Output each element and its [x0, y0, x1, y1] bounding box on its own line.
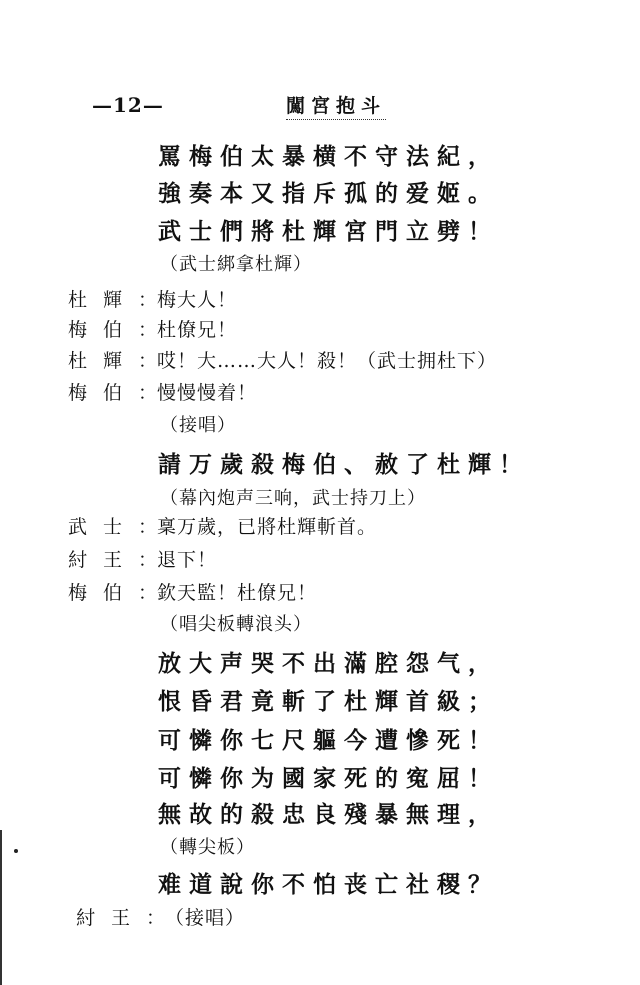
- speech-text: 哎！大……大人！殺！（武士拥杜下）: [157, 350, 498, 372]
- print-speck: [14, 849, 18, 853]
- scan-edge: [0, 830, 2, 985]
- running-title: 闖宮抱斗: [286, 91, 386, 120]
- speech-text: 欽天監！杜僚兄！: [157, 582, 318, 604]
- speaker-name: 梅伯: [68, 382, 139, 404]
- stage-direction: （轉尖板）: [160, 837, 255, 858]
- speech-text: 稟万歲，已將杜輝斬首。: [157, 516, 378, 538]
- speaker-colon: ：: [138, 350, 158, 372]
- verse-line: 無故的殺忠良殘暴無理，: [158, 801, 499, 828]
- speaker-colon: ：: [146, 907, 166, 929]
- verse-line: 請万歲殺梅伯、赦了杜輝！: [158, 451, 530, 478]
- speaker-colon: ：: [138, 516, 158, 538]
- speaker-name: 梅伯: [68, 319, 139, 341]
- stage-direction: （唱尖板轉浪头）: [160, 614, 312, 635]
- speaker-name: 紂王: [68, 549, 139, 571]
- page-number: —12—: [92, 93, 164, 117]
- speaker-name: 杜輝: [68, 350, 139, 372]
- verse-line: 恨昏君竟斬了杜輝首級；: [158, 688, 499, 715]
- speech-text: 慢慢慢着！: [157, 382, 258, 404]
- speech-text: 杜僚兄！: [157, 319, 238, 341]
- speaker-name: 武士: [68, 516, 139, 538]
- stage-direction: （接唱）: [160, 415, 236, 436]
- verse-line: 可憐你为國家死的寃屈！: [158, 765, 499, 792]
- speaker-name: 杜輝: [68, 289, 139, 311]
- verse-line: 可憐你七尺軀今遭慘死！: [158, 727, 499, 754]
- verse-line: 罵梅伯太暴横不守法紀，: [158, 143, 499, 170]
- speaker-colon: ：: [138, 319, 158, 341]
- verse-line: 武士們將杜輝宮門立劈！: [158, 218, 499, 245]
- verse-line: 放大声哭不出滿腔怨气，: [158, 650, 499, 677]
- stage-direction: （幕內炮声三响，武士持刀上）: [160, 488, 426, 509]
- verse-line: 难道說你不怕丧亡社稷？: [158, 871, 499, 898]
- speaker-colon: ：: [138, 382, 158, 404]
- verse-line: 強奏本又指斥孤的爱姬。: [158, 180, 499, 207]
- stage-direction: （武士綁拿杜輝）: [160, 254, 312, 275]
- speaker-name: 梅伯: [68, 582, 139, 604]
- speaker-name: 紂王: [76, 907, 147, 929]
- speech-text: 退下！: [157, 549, 218, 571]
- speaker-colon: ：: [138, 289, 158, 311]
- speech-text: 梅大人！: [157, 289, 238, 311]
- speaker-colon: ：: [138, 549, 158, 571]
- speaker-colon: ：: [138, 582, 158, 604]
- speech-text: （接唱）: [165, 907, 246, 929]
